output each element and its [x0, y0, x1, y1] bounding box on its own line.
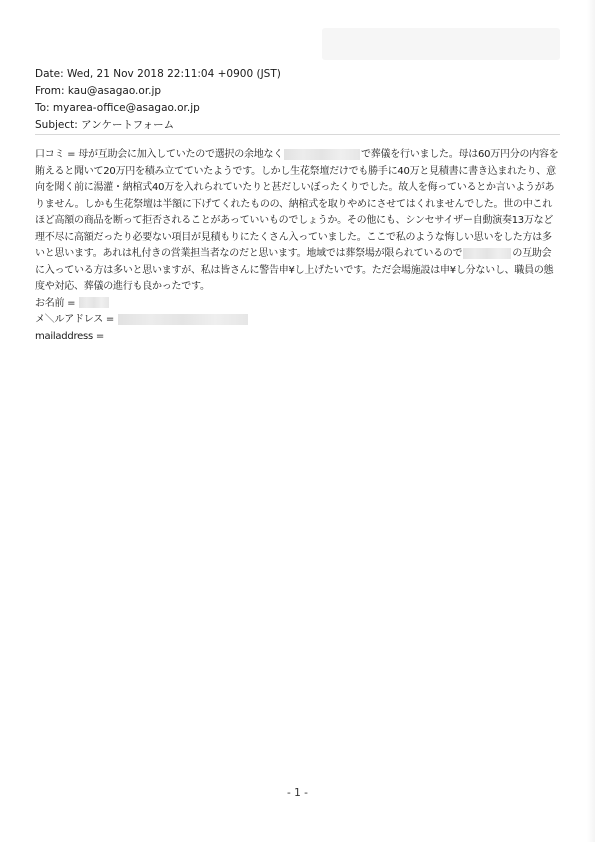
review-text-end: の互助会に入っている方は多いと思いますが、私は皆さんに警告申¥し上げたいです。ただ会場施設は申¥し分ないし、職員の態度や対応、葬儀の進行も良かったです。 [35, 248, 554, 292]
email-subject: Subject: アンケートフォーム [35, 119, 175, 131]
review-text-start: 口コミ = 母が互助会に加入していたので選択の余地なく [35, 149, 283, 160]
email-date: Date: Wed, 21 Nov 2018 22:11:04 +0900 (JST) [35, 68, 281, 80]
redacted-header-area [322, 28, 560, 60]
email-header [35, 66, 560, 134]
page-edge-shadow [587, 0, 595, 842]
mailaddress-field [35, 329, 560, 346]
email-to: To: myarea-office@asagao.or.jp [35, 102, 200, 114]
redacted-company-name-2 [463, 248, 511, 259]
redacted-mail [118, 314, 248, 325]
redacted-name [79, 297, 109, 308]
header-divider [35, 134, 560, 135]
mail-field [35, 312, 560, 329]
name-label: お名前 = [35, 297, 79, 309]
review-paragraph [35, 147, 560, 296]
name-field [35, 296, 560, 313]
email-from: From: kau@asagao.or.jp [35, 85, 162, 97]
mail-label: メ＼ルアドレス = [35, 314, 117, 325]
page-number: - 1 - [287, 787, 308, 799]
redacted-company-name [284, 149, 360, 160]
review-text-middle: で葬儀を行いました。母は60万円分の内容を賄えると聞いて20万円を積み立てていたようです。しかし生花祭壇だけでも勝手に40万と見積書に書き込まれたり、意向を聞く前に湯灌・納棺式40万を入れられていたりと甚だしいぼったくりでした。故人を侮っているとか言いようがありません。しかも生花祭壇は半額に下げてくれたものの、納棺式を取りやめにさせてはくれませんでした。世の中これほど高額の商品を断って拒否されることがあっていいものでしょうか。その他にも、シンセサイザー自動演奏13万など理不尽に高額だったり必要ない項目が見積もりにたくさん入っていました。ここで私のような悔しい思いをした方は多いと思います。あれは札付きの営業担当者なのだと思います。地域では葬祭場が限られているので [35, 149, 559, 259]
email-body [35, 147, 560, 345]
mailaddress-label: mailaddress = [35, 330, 105, 342]
